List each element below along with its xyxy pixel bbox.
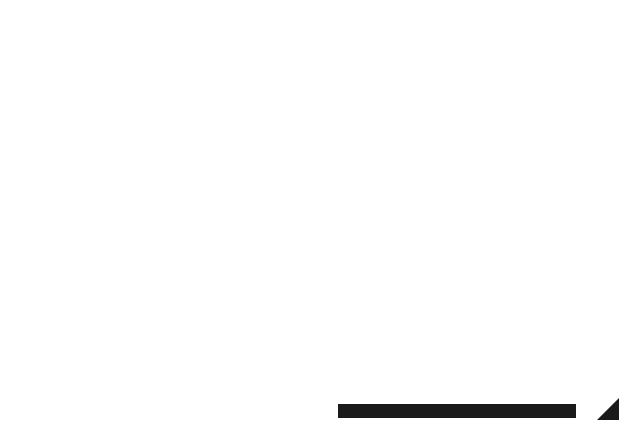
footer-organization: [338, 404, 576, 418]
page-number-corner: [597, 398, 619, 420]
